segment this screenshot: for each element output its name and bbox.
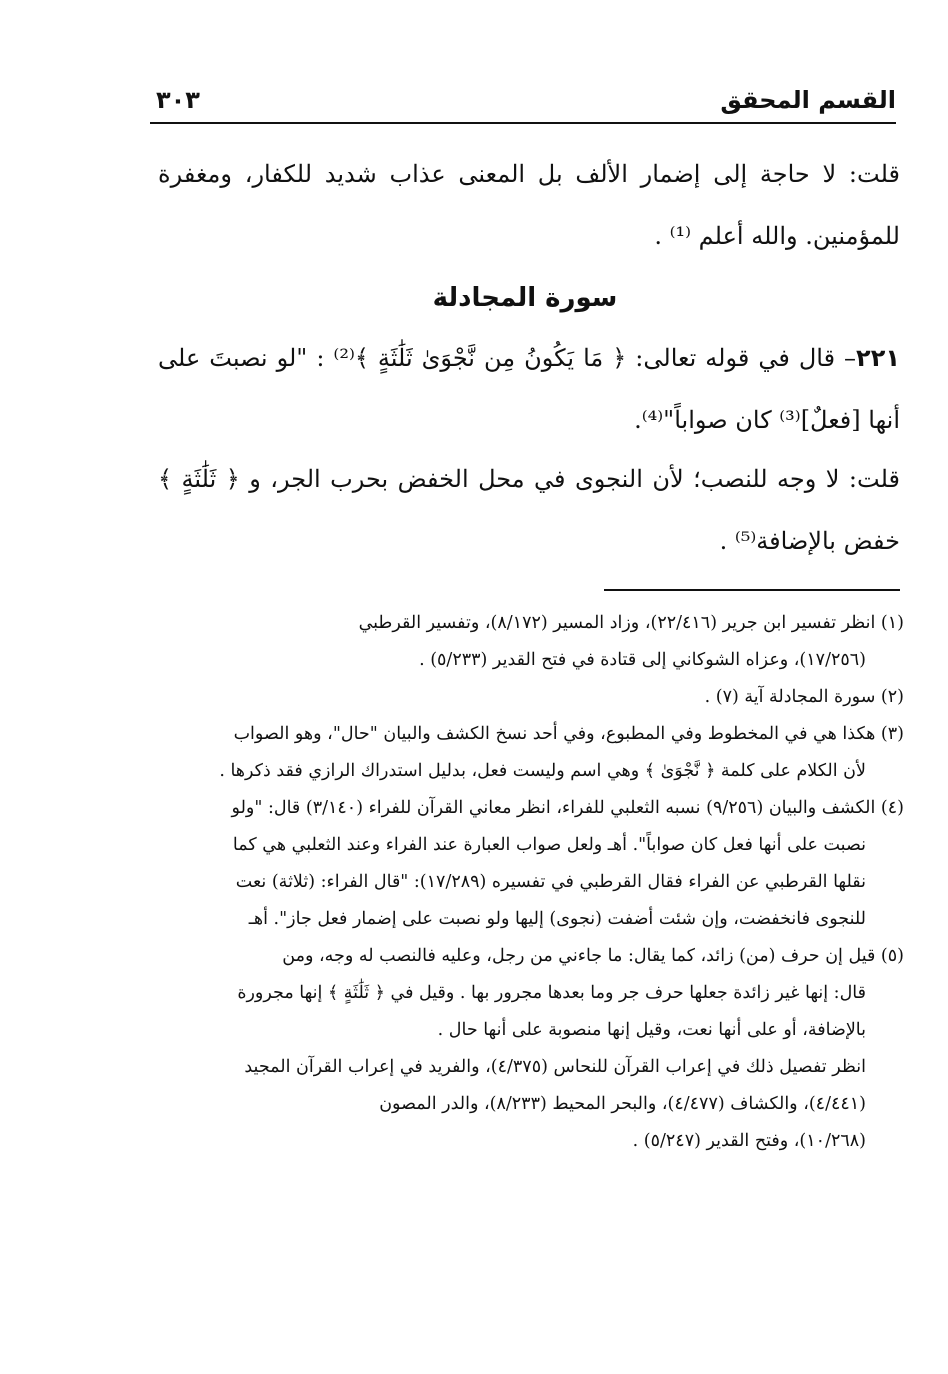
footnote-line: (٤/٤٤١)، والكشاف (٤/٤٧٧)، والبحر المحيط (٨/٢٣٣)، والدر المصون [379, 1094, 866, 1114]
footnote-line: لأن الكلام على كلمة ﴿ نَّجْوَىٰ ﴾ وهي اسم وليست فعل، بدليل استدراك الرازي فقد ذكرها . [219, 761, 866, 781]
footnote-line: (١) انظر تفسير ابن جرير (٢٢/٤١٦)، وزاد المسير (٨/١٧٢)، وتفسير القرطبي [358, 613, 904, 633]
footnote-1 [152, 605, 904, 679]
footnote-2 [152, 679, 904, 716]
section-heading: سورة المجادلة [432, 283, 618, 313]
footnote-line: (١٧/٢٥٦)، وعزاه الشوكاني إلى قتادة في فتح القدير (٥/٢٣٣) . [419, 650, 866, 670]
footnote-divider [604, 589, 900, 591]
entry-text: – قال في قوله تعالى: ﴿ مَا يَكُونُ مِن نَّجْوَىٰ ثَلَٰثَةٍ ﴾⁽²⁾ : "لو نصبتَ على أنها [فعلٌ]⁽³⁾ كان صواباً"⁽⁴⁾. [158, 344, 900, 434]
footnote-4 [152, 790, 904, 938]
footnote-line: (٤) الكشف والبيان (٩/٢٥٦) نسبه الثعلبي للفراء، انظر معاني القرآن للفراء (٣/١٤٠) قال: "ولو [231, 798, 904, 818]
paragraph-1: قلت: لا حاجة إلى إضمار الألف بل المعنى عذاب شديد للكفار، ومغفرة للمؤمنين. والله أعلم ⁽¹⁾ . [158, 160, 900, 250]
running-title: القسم المحقق [720, 86, 896, 114]
footnote-line: (٢) سورة المجادلة آية (٧) . [704, 687, 904, 707]
footnote-line: قال: إنها غير زائدة جعلها حرف جر وما بعدها مجرور بها . وقيل في ﴿ ثَلَٰثَةٍ ﴾ إنها مجرورة [237, 983, 866, 1003]
paragraph-3: قلت: لا وجه للنصب؛ لأن النجوى في محل الخفض بحرب الجر، و ﴿ ثَلَٰثَةٍ ﴾ خفض بالإضافة⁽⁵⁾ . [158, 465, 900, 555]
footnote-line: للنجوى فانخفضت، وإن شئت أضفت (نجوى) إليها ولو نصبت على إضمار فعل جاز". أهـ [248, 909, 866, 929]
page-number: ٣٠٣ [156, 86, 200, 114]
footnote-5 [152, 938, 904, 1160]
footnote-line: (٣) هكذا هي في المخطوط وفي المطبوع، وفي أحد نسخ الكشف والبيان "حال"، وهو الصواب [233, 724, 904, 744]
page-header [150, 84, 896, 124]
footnote-line: (٥) قيل إن حرف (من) زائد، كما يقال: ما جاءني من رجل، وعليه فالنصب له وجه، ومن [282, 946, 904, 966]
entry-number: ٢٢١ [856, 344, 900, 372]
footnote-line: بالإضافة، أو على أنها نعت، وقيل إنها منصوبة على أنها حال . [437, 1020, 866, 1040]
paragraph-221 [158, 327, 900, 451]
footnote-line: انظر تفصيل ذلك في إعراب القرآن للنحاس (٤/٣٧٥)، والفريد في إعراب القرآن المجيد [244, 1057, 866, 1077]
footnote-line: نقلها القرطبي عن الفراء فقال القرطبي في تفسيره (١٧/٢٨٩): "قال الفراء: (ثلاثة) نعت [235, 872, 866, 892]
footnote-line: (١٠/٢٦٨)، وفتح القدير (٥/٢٤٧) . [632, 1131, 866, 1151]
footnote-line: نصبت على أنها فعل كان صواباً". أهـ ولعل صواب العبارة عند الفراء وعند الثعلبي هي كما [232, 835, 866, 855]
footnotes [152, 605, 904, 1160]
footnote-3 [152, 716, 904, 790]
